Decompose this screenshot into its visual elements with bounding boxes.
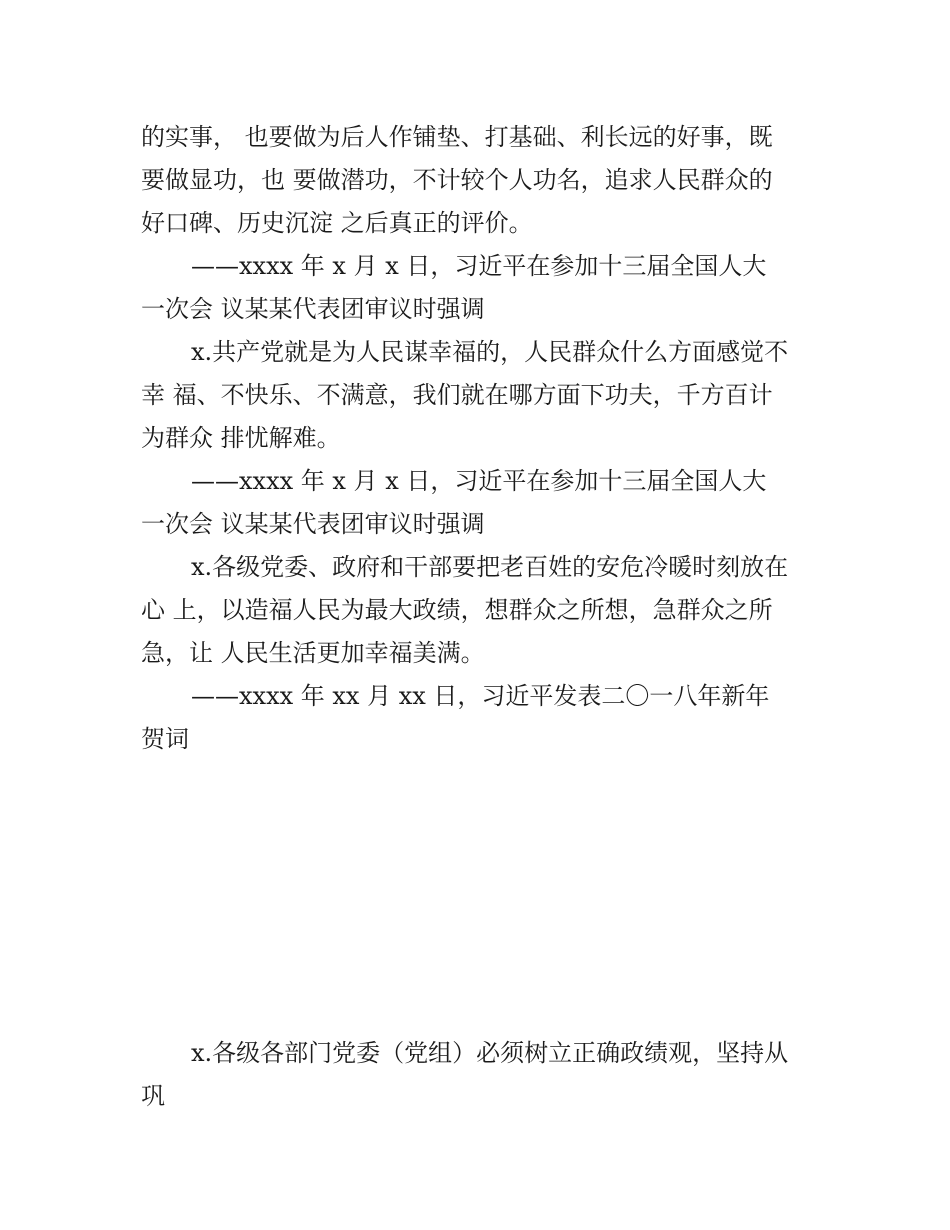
paragraph-line: 要做显功，也 要做潜功，不计较个人功名，追求人民群众的 bbox=[141, 166, 773, 194]
paragraph-line: x.各级党委、政府和干部要把老百姓的安危冷暖时刻放在 bbox=[191, 553, 789, 581]
attribution-line: 贺词 bbox=[141, 725, 189, 753]
attribution-line: ——xxxx 年 x 月 x 日，习近平在参加十三届全国人大 bbox=[191, 252, 767, 280]
attribution-line: 一次会 议某某代表团审议时强调 bbox=[141, 295, 485, 323]
paragraph-line: x.共产党就是为人民谋幸福的，人民群众什么方面感觉不 bbox=[191, 338, 789, 366]
paragraph-line: 心 上，以造福人民为最大政绩，想群众之所想，急群众之所 bbox=[141, 596, 773, 624]
paragraph-line: 的实事， 也要做为后人作铺垫、打基础、利长远的好事，既 bbox=[141, 123, 773, 151]
paragraph-line: 好口碑、历史沉淀 之后真正的评价。 bbox=[141, 209, 533, 237]
paragraph-line: x.各级各部门党委（党组）必须树立正确政绩观，坚持从 bbox=[191, 1039, 789, 1067]
paragraph-line: 幸 福、不快乐、不满意，我们就在哪方面下功夫，千方百计 bbox=[141, 381, 773, 409]
attribution-line: 一次会 议某某代表团审议时强调 bbox=[141, 510, 485, 538]
attribution-line: ——xxxx 年 x 月 x 日，习近平在参加十三届全国人大 bbox=[191, 467, 767, 495]
attribution-line: ——xxxx 年 xx 月 xx 日，习近平发表二〇一八年新年 bbox=[191, 682, 770, 710]
paragraph-line: 急，让 人民生活更加幸福美满。 bbox=[141, 639, 485, 667]
paragraph-line: 巩 bbox=[141, 1082, 165, 1110]
paragraph-line: 为群众 排忧解难。 bbox=[141, 424, 341, 452]
